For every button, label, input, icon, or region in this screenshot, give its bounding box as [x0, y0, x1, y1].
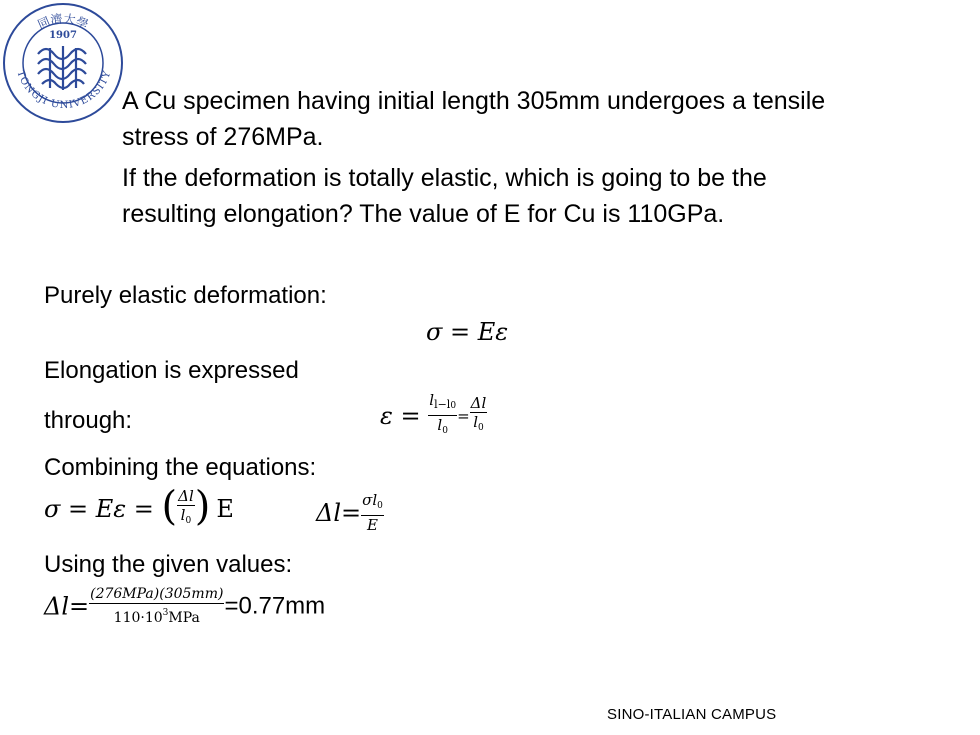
strain-num-2: Δl: [470, 394, 487, 412]
final-den-sup: 3: [162, 608, 169, 618]
final-num: (276MPa)(305mm): [90, 586, 224, 602]
tongji-university-seal-logo: [2, 2, 124, 124]
combined-lhs: σ = Eε =: [44, 495, 162, 523]
logo-university-name: TONGJI UNIVERSITY: [14, 69, 114, 112]
problem-line-4: resulting elongation? The value of E for Cu is 110GPa.: [122, 200, 725, 228]
strain-equation: [380, 392, 487, 448]
combining-label: Combining the equations:: [44, 454, 317, 481]
combined-num: Δl: [178, 487, 194, 505]
strain-fraction-1: [428, 392, 457, 440]
strain-num-1-zero: 0: [450, 401, 457, 411]
through-label: through:: [44, 407, 133, 434]
final-result: =0.77mm: [224, 592, 326, 620]
hooke-law-equation: σ = Eε: [426, 318, 509, 346]
final-fraction: [89, 586, 224, 627]
combined-E: E: [216, 495, 234, 523]
strain-equals: =: [457, 407, 470, 425]
final-den-a: 110·10: [113, 610, 163, 626]
using-values-label: Using the given values:: [44, 551, 293, 578]
strain-fraction-2: [470, 395, 488, 437]
strain-num-1-sub: l−l: [434, 398, 451, 411]
logo-chinese-name: 同濟大學: [35, 11, 91, 32]
delta-den: E: [367, 516, 378, 534]
final-den-b: MPa: [168, 610, 200, 626]
footer-campus-label: SINO-ITALIAN CAMPUS: [607, 706, 777, 723]
problem-line-2: stress of 276MPa.: [122, 123, 324, 151]
delta-num-zero: 0: [377, 501, 383, 511]
purely-elastic-label: Purely elastic deformation:: [44, 282, 327, 309]
final-lhs: Δl=: [44, 592, 90, 621]
strain-num-1: l: [429, 391, 435, 409]
elongation-expressed-label: Elongation is expressed: [44, 357, 299, 384]
strain-den-2: l: [473, 413, 478, 431]
strain-den-1-zero: 0: [442, 426, 448, 436]
combined-fraction: [177, 488, 195, 530]
combined-equation: σ = Eε = ( $\frac{\Delta l}{l_0}$ ) E: [44, 483, 234, 530]
combined-den: l: [180, 506, 186, 524]
delta-l-equation: [316, 492, 384, 542]
strain-den-1: l: [437, 416, 443, 434]
final-computation: [44, 586, 325, 642]
logo-year: 1907: [49, 30, 77, 41]
problem-line-1: A Cu specimen having initial length 305mm undergoes a tensile: [122, 87, 826, 115]
delta-fraction: [361, 492, 384, 534]
strain-lhs: ε =: [380, 402, 429, 430]
strain-den-2-zero: 0: [478, 423, 484, 433]
problem-line-3: If the deformation is totally elastic, which is going to be the: [122, 164, 767, 192]
delta-lhs: Δl=: [316, 499, 362, 527]
combined-den-zero: 0: [185, 516, 192, 526]
delta-num: σl: [362, 491, 378, 509]
